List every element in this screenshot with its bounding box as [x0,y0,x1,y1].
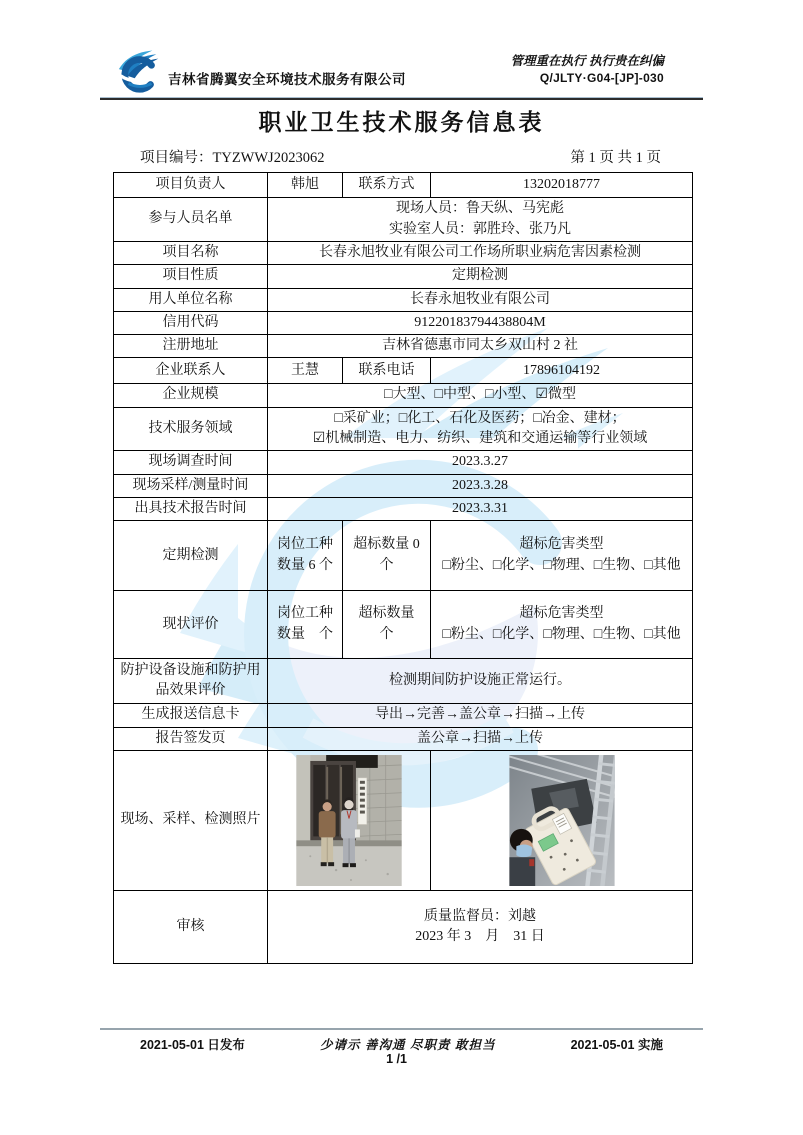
value-contact-name: 王慧 [268,358,343,384]
value-periodic-exceed: 超标数量 0 个 [343,521,431,591]
label-employer: 用人单位名称 [114,288,268,311]
value-project-name: 长春永旭牧业有限公司工作场所职业病危害因素检测 [268,242,693,265]
info-form-table [113,172,693,964]
value-company-size-checkboxes: □大型、□中型、□小型、☑微型 [268,384,693,407]
label-project-type: 项目性质 [114,265,268,288]
page-title: 职业卫生技术服务信息表 [258,110,545,135]
value-periodic-posts: 岗位工种数量 6 个 [268,521,343,591]
periodic-hazard-title: 超标危害类型 [519,537,604,553]
label-credit-code: 信用代码 [114,311,268,334]
label-contact-phone: 联系电话 [343,358,431,384]
value-leader-name: 韩旭 [268,173,343,198]
row-info-card [114,704,693,727]
value-periodic-hazards [431,521,693,591]
label-participants: 参与人员名单 [114,198,268,242]
label-sampling-date: 现场采样/测量时间 [114,474,268,497]
status-hazard-title: 超标危害类型 [519,606,604,622]
document-code: Q/JLTY·G04-[JP]-030 [539,71,664,86]
value-report-date: 2023.3.31 [268,497,693,520]
footer-issue-date: 2021-05-01 日发布 [140,1038,245,1052]
company-motto: 管理重在执行 执行贵在纠偏 [510,54,664,68]
row-credit-code [114,311,693,334]
value-leader-phone: 13202018777 [431,173,693,198]
value-project-type: 定期检测 [268,265,693,288]
footer-page-number: 1 /1 [386,1052,407,1066]
value-service-field-checkboxes [268,407,693,451]
label-contact-method: 联系方式 [343,173,431,198]
label-review: 审核 [114,890,268,963]
row-sampling-date [114,474,693,497]
header-right-block [511,52,664,88]
row-participants [114,198,693,242]
label-info-card: 生成报送信息卡 [114,704,268,727]
project-number: 项目编号：TYZWWJ2023062 [140,150,325,166]
review-date: 2023 年 3 月 31 日 [415,928,545,944]
value-review [268,890,693,963]
row-sign-page [114,727,693,750]
label-report-date: 出具技术报告时间 [114,497,268,520]
status-hazard-checkboxes: □粉尘、□化学、□物理、□生物、□其他 [442,626,681,642]
row-employer [114,288,693,311]
label-protection-eval: 防护设备设施和防护用品效果评价 [114,659,268,704]
footer-effective-date: 2021-05-01 实施 [570,1038,663,1052]
value-contact-phone: 17896104192 [431,358,693,384]
value-sign-page-flow: 盖公章→扫描→上传 [268,727,693,750]
row-project-leader [114,173,693,198]
label-periodic-detection: 定期检测 [114,521,268,591]
value-participants [268,198,693,242]
value-credit-code: 91220183794438804M [268,311,693,334]
value-employer: 长春永旭牧业有限公司 [268,288,693,311]
label-project-leader: 项目负责人 [114,173,268,198]
row-project-name [114,242,693,265]
row-status-evaluation [114,591,693,659]
value-status-posts: 岗位工种数量 个 [268,591,343,659]
row-company-contact [114,358,693,384]
periodic-hazard-checkboxes: □粉尘、□化学、□物理、□生物、□其他 [442,557,681,573]
label-survey-date: 现场调查时间 [114,451,268,474]
label-status-evaluation: 现状评价 [114,591,268,659]
sampling-instrument-photo [509,755,615,886]
value-status-exceed: 超标数量 个 [343,591,431,659]
site-entrance-photo [296,755,402,886]
row-service-field [114,407,693,451]
value-sampling-date: 2023.3.28 [268,474,693,497]
participants-field-staff: 现场人员：鲁天纵、马宪彪 [396,201,564,217]
label-photos: 现场、采样、检测照片 [114,750,268,890]
photo-cell-right [431,750,693,890]
company-logo-icon [116,49,164,97]
row-periodic-detection [114,521,693,591]
row-company-size [114,384,693,407]
value-survey-date: 2023.3.27 [268,451,693,474]
row-survey-date [114,451,693,474]
row-report-date [114,497,693,520]
service-field-line1: □采矿业；□化工、石化及医药；□冶金、建材； [334,410,626,426]
company-name: 吉林省腾翼安全环境技术服务有限公司 [168,72,406,87]
value-status-hazards [431,591,693,659]
label-company-size: 企业规模 [114,384,268,407]
row-address [114,335,693,358]
value-protection-eval: 检测期间防护设施正常运行。 [268,659,693,704]
label-sign-page: 报告签发页 [114,727,268,750]
footer-row [140,1035,663,1053]
page-count: 第 1 页 共 1 页 [570,150,661,166]
review-supervisor: 质量监督员：刘越 [424,908,536,924]
footer-divider [100,1028,703,1030]
row-photos [114,750,693,890]
row-project-type [114,265,693,288]
participants-lab-staff: 实验室人员：郭胜玲、张乃凡 [389,221,571,237]
label-address: 注册地址 [114,335,268,358]
service-field-line2: ☑机械制造、电力、纺织、建筑和交通运输等行业领域 [312,431,648,447]
footer-motto: 少请示 善沟通 尽职责 敢担当 [320,1038,496,1052]
header-divider [100,97,703,100]
value-info-card-flow: 导出→完善→盖公章→扫描→上传 [268,704,693,727]
label-company-contact: 企业联系人 [114,358,268,384]
row-protection-eval [114,659,693,704]
label-project-name: 项目名称 [114,242,268,265]
value-address: 吉林省德惠市同太乡双山村 2 社 [268,335,693,358]
row-review [114,890,693,963]
photo-cell-left [268,750,431,890]
label-service-field: 技术服务领域 [114,407,268,451]
